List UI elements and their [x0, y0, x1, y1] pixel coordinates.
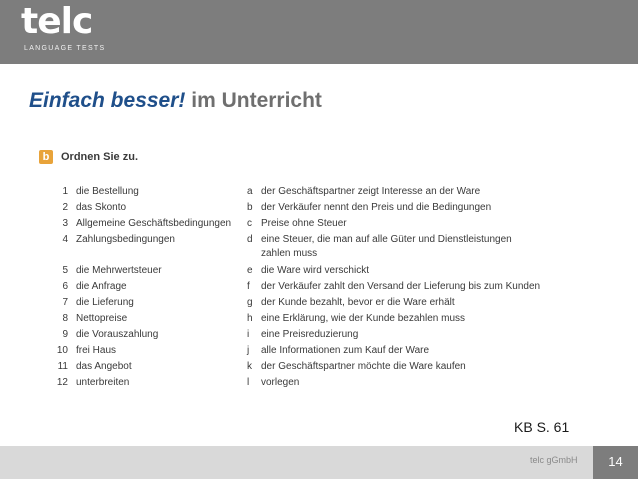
- definition-letter: c: [247, 218, 252, 229]
- definition-letter: l: [247, 377, 250, 388]
- page-number: 14: [608, 454, 623, 469]
- definition-letter: a: [247, 186, 253, 197]
- header-bar: [0, 0, 638, 64]
- definition-text: eine Erklärung, wie der Kunde bezahlen muss: [261, 313, 466, 324]
- logo-wordmark: telc: [21, 1, 93, 42]
- definition-text: Preise ohne Steuer: [261, 218, 347, 229]
- definition-text: der Verkäufer nennt den Preis und die Bedingungen: [261, 202, 492, 213]
- item-number: 10: [56, 345, 68, 356]
- item-number: 9: [62, 329, 68, 340]
- slide-title-rest: im Unterricht: [185, 89, 322, 112]
- definition-letter: f: [247, 281, 250, 292]
- footer-copyright: telc gGmbH: [530, 455, 578, 465]
- term-text: Allgemeine Geschäftsbedingungen: [76, 218, 232, 229]
- definition-text: der Kunde bezahlt, bevor er die Ware erhält: [261, 297, 455, 308]
- item-number: 2: [62, 202, 68, 213]
- definition-letter: d: [247, 234, 253, 245]
- slide-title: [29, 89, 322, 113]
- definition-text: vorlegen: [261, 377, 300, 388]
- term-text: die Mehrwertsteuer: [76, 265, 162, 276]
- logo-tagline: LANGUAGE TESTS: [24, 45, 106, 52]
- page-number-box: [593, 446, 638, 479]
- definition-letter: b: [247, 202, 253, 213]
- telc-logo: [21, 1, 111, 56]
- term-text: die Bestellung: [76, 186, 139, 197]
- term-text: unterbreiten: [76, 377, 130, 388]
- item-number: 5: [62, 265, 68, 276]
- term-text: die Vorauszahlung: [76, 329, 159, 340]
- term-text: Zahlungsbedingungen: [76, 234, 175, 245]
- item-number: 4: [62, 234, 68, 245]
- definition-text: der Geschäftspartner zeigt Interesse an der Ware: [261, 186, 481, 197]
- item-number: 12: [56, 377, 68, 388]
- definition-text: der Geschäftspartner möchte die Ware kaufen: [261, 361, 466, 372]
- term-text: Nettopreise: [76, 313, 128, 324]
- definition-text: eine Steuer, die man auf alle Güter und Dienstleistungen: [261, 234, 512, 245]
- term-text: das Angebot: [76, 361, 132, 372]
- item-number: 3: [62, 218, 68, 229]
- term-text: die Lieferung: [76, 297, 134, 308]
- definition-letter: i: [247, 329, 250, 340]
- definition-letter: h: [247, 313, 253, 324]
- definition-text: die Ware wird verschickt: [261, 265, 369, 276]
- item-number: 6: [62, 281, 68, 292]
- task-instruction: Ordnen Sie zu.: [61, 151, 139, 163]
- item-number: 1: [62, 186, 68, 197]
- kb-reference: KB S. 61: [514, 419, 570, 435]
- term-text: die Anfrage: [76, 281, 127, 292]
- task-letter-badge: b: [39, 150, 53, 164]
- definition-letter: e: [247, 265, 253, 276]
- item-number: 11: [57, 361, 68, 372]
- item-number: 7: [62, 297, 68, 308]
- definition-letter: j: [247, 345, 250, 356]
- term-text: frei Haus: [76, 345, 117, 356]
- item-number: 8: [62, 313, 68, 324]
- slide-title-emphasis: Einfach besser!: [29, 89, 186, 112]
- definition-letter: g: [247, 297, 253, 308]
- definition-text: alle Informationen zum Kauf der Ware: [261, 345, 430, 356]
- definition-text: eine Preisreduzierung: [261, 329, 359, 340]
- definition-text: zahlen muss: [261, 248, 318, 259]
- definition-text: der Verkäufer zahlt den Versand der Lieferung bis zum Kunden: [261, 281, 541, 292]
- definition-letter: k: [247, 361, 252, 372]
- term-text: das Skonto: [76, 202, 127, 213]
